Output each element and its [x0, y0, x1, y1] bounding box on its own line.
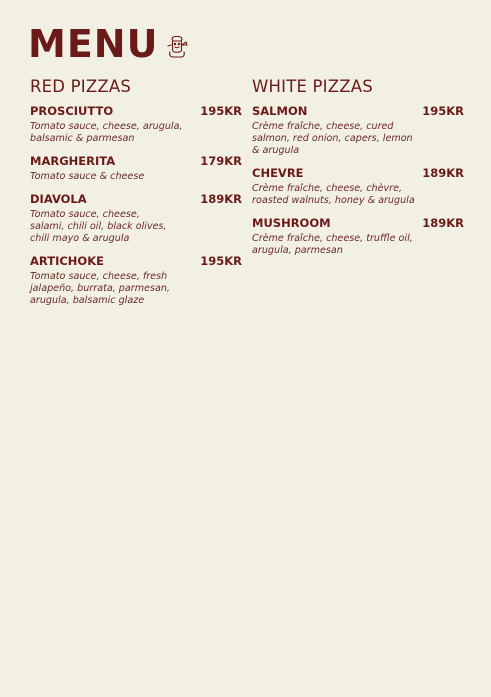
white-pizzas-column — [252, 77, 464, 265]
desc-line: Crème fraîche, cheese, chèvre, — [252, 183, 403, 194]
menu-header — [28, 24, 188, 64]
desc-line: roasted walnuts, honey & arugula — [252, 195, 415, 206]
red-pizzas-heading: RED PIZZAS — [30, 77, 132, 96]
red-pizzas-column — [30, 77, 242, 315]
desc-line: Crème fraîche, cheese, cured — [252, 121, 394, 132]
desc-line: & arugula — [252, 145, 300, 156]
desc-line: chili mayo & arugula — [30, 233, 130, 244]
menu-item-mushroom — [252, 215, 464, 257]
item-price: 195KR — [200, 254, 242, 268]
item-description — [252, 233, 464, 257]
item-name: CHEVRE — [252, 166, 304, 180]
item-description — [252, 183, 464, 207]
item-price: 189KR — [200, 192, 242, 206]
menu-item-salmon — [252, 103, 464, 157]
item-description — [252, 121, 464, 157]
white-pizzas-heading: WHITE PIZZAS — [252, 77, 373, 96]
menu-item-margherita — [30, 153, 242, 183]
menu-item-artichoke — [30, 253, 242, 307]
desc-line: salmon, red onion, capers, lemon — [252, 133, 413, 144]
item-description — [30, 271, 242, 307]
desc-line: Tomato sauce, cheese, — [30, 209, 140, 220]
menu-item-chevre — [252, 165, 464, 207]
item-name: SALMON — [252, 104, 308, 118]
item-price: 189KR — [422, 216, 464, 230]
desc-line: arugula, balsamic glaze — [30, 295, 145, 306]
pizza-chef-logo-icon — [166, 33, 188, 59]
desc-line: arugula, parmesan — [252, 245, 343, 256]
desc-line: Tomato sauce, cheese, arugula, — [30, 121, 183, 132]
item-description — [30, 171, 242, 183]
item-description — [30, 209, 242, 245]
desc-line: salami, chili oil, black olives, — [30, 221, 167, 232]
desc-line: balsamic & parmesan — [30, 133, 135, 144]
desc-line: jalapeño, burrata, parmesan, — [30, 283, 170, 294]
item-name: ARTICHOKE — [30, 254, 104, 268]
desc-line: Crème fraîche, cheese, truffle oil, — [252, 233, 413, 244]
desc-line: Tomato sauce & cheese — [30, 171, 145, 182]
item-description — [30, 121, 242, 145]
item-name: MUSHROOM — [252, 216, 331, 230]
menu-title: MENU — [28, 22, 159, 66]
item-name: MARGHERITA — [30, 154, 116, 168]
desc-line: Tomato sauce, cheese, fresh — [30, 271, 168, 282]
item-name: PROSCIUTTO — [30, 104, 114, 118]
menu-item-diavola — [30, 191, 242, 245]
menu-item-prosciutto — [30, 103, 242, 145]
item-price: 189KR — [422, 166, 464, 180]
item-price: 195KR — [200, 104, 242, 118]
item-price: 195KR — [422, 104, 464, 118]
item-price: 179KR — [200, 154, 242, 168]
item-name: DIAVOLA — [30, 192, 87, 206]
